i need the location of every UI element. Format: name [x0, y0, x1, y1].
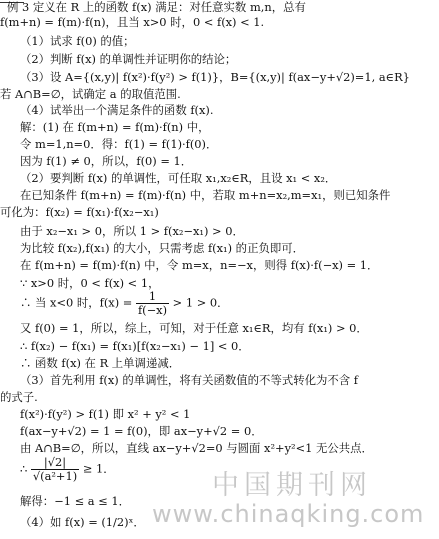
fraction-1-denominator: f(−x)	[137, 303, 168, 317]
fraction-1-prefix: ∴ 当 x<0 时，f(x) =	[20, 295, 133, 310]
fraction-2-numerator: |√2|	[31, 456, 79, 470]
solution-1-result: 因为 f(1) ≠ 0，所以，f(0) = 1．	[20, 154, 193, 168]
solution-2-condition: 在已知条件 f(m+n) = f(m)·f(n) 中，若取 m+n=x₂,m=x₁，则已知条件	[20, 188, 391, 202]
solution-1-line: 解：(1) 在 f(m+n) = f(m)·f(n) 中，	[20, 120, 210, 134]
watermark-title: 中国期刊网	[212, 470, 372, 501]
solution-2-difference: ∴ f(x₂) − f(x₁) = f(x₁)[f(x₂−x₁) − 1] < 0．	[20, 339, 250, 353]
solution-2-intro: （2）要判断 f(x) 的单调性，可任取 x₁,x₂∈R，且设 x₁ < x₂．	[20, 171, 337, 185]
solution-3-set-a: f(x²)·f(y²) > f(1) 即 x² + y² < 1	[20, 407, 191, 421]
question-1: （1）试求 f(0) 的值；	[20, 34, 135, 48]
solution-2-conclusion: ∴ 函数 f(x) 在 R 上单调递减．	[20, 356, 181, 370]
question-3: （3）设 A={(x,y)| f(x²)·f(y²) > f(1)}，B={(x,y)| f(ax−y+√2)=1, a∈R}	[20, 70, 410, 84]
solution-2-because: ∵ x>0 时，0 < f(x) < 1，	[20, 276, 160, 290]
watermark-url: www.chinaqking.com	[152, 500, 425, 528]
fraction-line-2	[20, 456, 115, 483]
solution-3-intro: （3）首先利用 f(x) 的单调性，将有关函数值的不等式转化为不含 f	[20, 373, 359, 387]
solution-2-rewrite: 可化为：f(x₂) = f(x₁)·f(x₂−x₁)	[0, 205, 159, 219]
solution-2-compare: 为比较 f(x₂),f(x₁) 的大小，只需考虑 f(x₁) 的正负即可．	[20, 241, 305, 255]
solution-3-result: 解得：−1 ≤ a ≤ 1．	[20, 494, 130, 508]
solution-2-positive: 又 f(0) = 1，所以，综上，可知，对于任意 x₁∈R，均有 f(x₁) > 0．	[20, 321, 368, 335]
fraction-2-suffix: ≥ 1．	[82, 461, 115, 476]
fraction-2	[31, 456, 79, 483]
fraction-2-prefix: ∴	[20, 461, 28, 476]
solution-3-intro-cont: 的式子.	[0, 390, 38, 404]
solution-2-substitute: 在 f(m+n) = f(m)·f(n) 中，令 m=x，n=−x，则得 f(x)·f(−x) = 1．	[20, 258, 379, 272]
fraction-1-numerator: 1	[136, 290, 169, 304]
fraction-line-1	[20, 290, 229, 317]
question-4: （4）试举出一个满足条件的函数 f(x).	[20, 103, 214, 117]
problem-statement-line: 例 3 定义在 R 上的函数 f(x) 满足：对任意实数 m,n，总有	[7, 0, 306, 14]
solution-3-no-intersection: 由 A∩B=∅，所以，直线 ax−y+√2=0 与圆面 x²+y²<1 无公共点．	[20, 441, 373, 455]
solution-3-set-b: f(ax−y+√2) = 1 = f(0)，即 ax−y+√2 = 0．	[20, 424, 263, 438]
question-2: （2）判断 f(x) 的单调性并证明你的结论；	[20, 52, 237, 66]
solution-4: （4）如 f(x) = (1/2)ˣ．	[20, 515, 145, 529]
solution-1-step: 令 m=1,n=0．得：f(1) = f(1)·f(0)．	[20, 137, 218, 151]
question-3-cont: 若 A∩B=∅，试确定 a 的取值范围.	[0, 87, 181, 101]
fraction-2-denominator: √(a²+1)	[32, 469, 78, 483]
problem-condition-line: f(m+n) = f(m)·f(n)，且当 x>0 时，0 < f(x) < 1.	[0, 15, 265, 29]
fraction-1	[136, 290, 169, 317]
fraction-1-suffix: > 1 > 0．	[172, 295, 229, 310]
solution-2-since: 由于 x₂−x₁ > 0，所以 1 > f(x₂−x₁) > 0．	[20, 224, 244, 238]
